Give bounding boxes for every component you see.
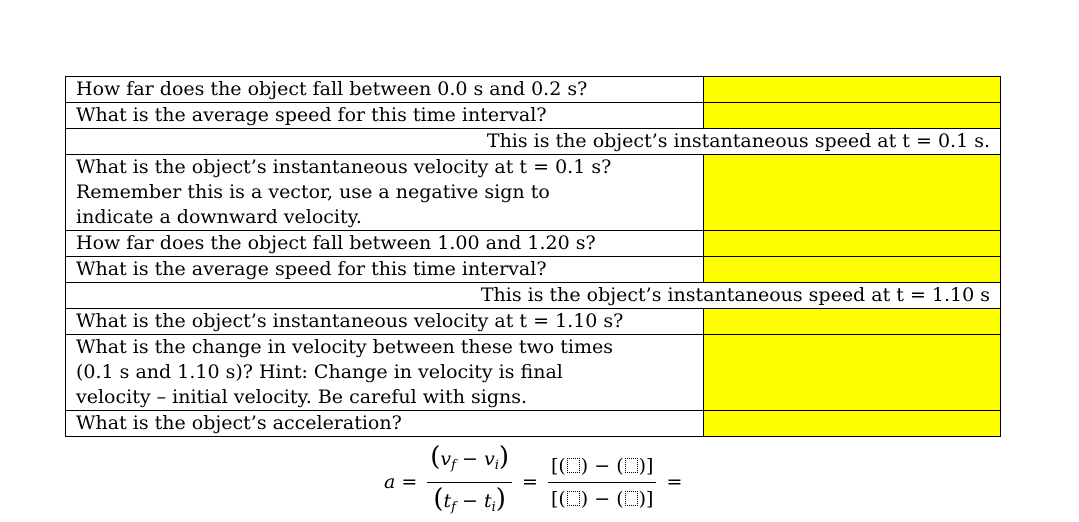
symbolic-fraction [427,443,512,522]
question-cell: What is the average speed for this time interval? [66,257,704,283]
placeholder-box[interactable] [625,458,638,473]
placeholder-box[interactable] [567,491,580,506]
table-row [66,309,1001,335]
note-cell: This is the object’s instantaneous speed at t = 1.10 s [66,283,1001,309]
answer-cell[interactable] [704,257,1001,283]
table-row [66,155,1001,231]
equals-sign: = [522,471,538,493]
table-row [66,257,1001,283]
note-cell: This is the object’s instantaneous speed at t = 0.1 s. [66,129,1001,155]
formula-lhs: a [384,471,396,493]
question-line: Remember this is a vector, use a negative sign to [76,181,550,203]
answer-cell[interactable] [704,411,1001,437]
question-line: What is the change in velocity between these two times [76,336,613,358]
question-cell: How far does the object fall between 0.0 s and 0.2 s? [66,77,704,103]
table-row [66,77,1001,103]
fraction-denominator: $(t_f - t_i)$ [433,483,506,515]
question-line: What is the object’s instantaneous velocity at t = 0.1 s? [76,156,612,178]
fraction-numerator: $(v_f - v_i)$ [427,443,512,483]
table-row [66,283,1001,309]
question-line: indicate a downward velocity. [76,206,362,228]
question-line: velocity – initial velocity. Be careful with signs. [76,386,528,408]
numeric-fraction [548,452,656,513]
answer-cell[interactable] [704,309,1001,335]
table-row [66,411,1001,437]
table-row [66,103,1001,129]
question-cell: What is the object’s instantaneous velocity at t = 1.10 s? [66,309,704,335]
question-cell: How far does the object fall between 1.00 and 1.20 s? [66,231,704,257]
answer-cell[interactable] [704,231,1001,257]
table-row [66,335,1001,411]
placeholder-box[interactable] [625,491,638,506]
fraction-denominator: [( ) − ( )] [550,487,654,510]
equals-sign: = [401,471,418,493]
question-cell [66,155,704,231]
fraction-numerator: [( ) − ( )] [548,452,656,483]
question-cell: What is the average speed for this time interval? [66,103,704,129]
table-row [66,129,1001,155]
question-cell [66,335,704,411]
question-line: (0.1 s and 1.10 s)? Hint: Change in velocity is final [76,361,563,383]
answer-cell[interactable] [704,77,1001,103]
placeholder-box[interactable] [567,458,580,473]
worksheet-table [65,76,1001,437]
answer-cell[interactable] [704,155,1001,231]
answer-cell[interactable] [704,335,1001,411]
question-cell: What is the object’s acceleration? [66,411,704,437]
acceleration-formula [384,441,688,515]
answer-cell[interactable] [704,103,1001,129]
equals-sign: = [666,471,683,493]
table-row [66,231,1001,257]
